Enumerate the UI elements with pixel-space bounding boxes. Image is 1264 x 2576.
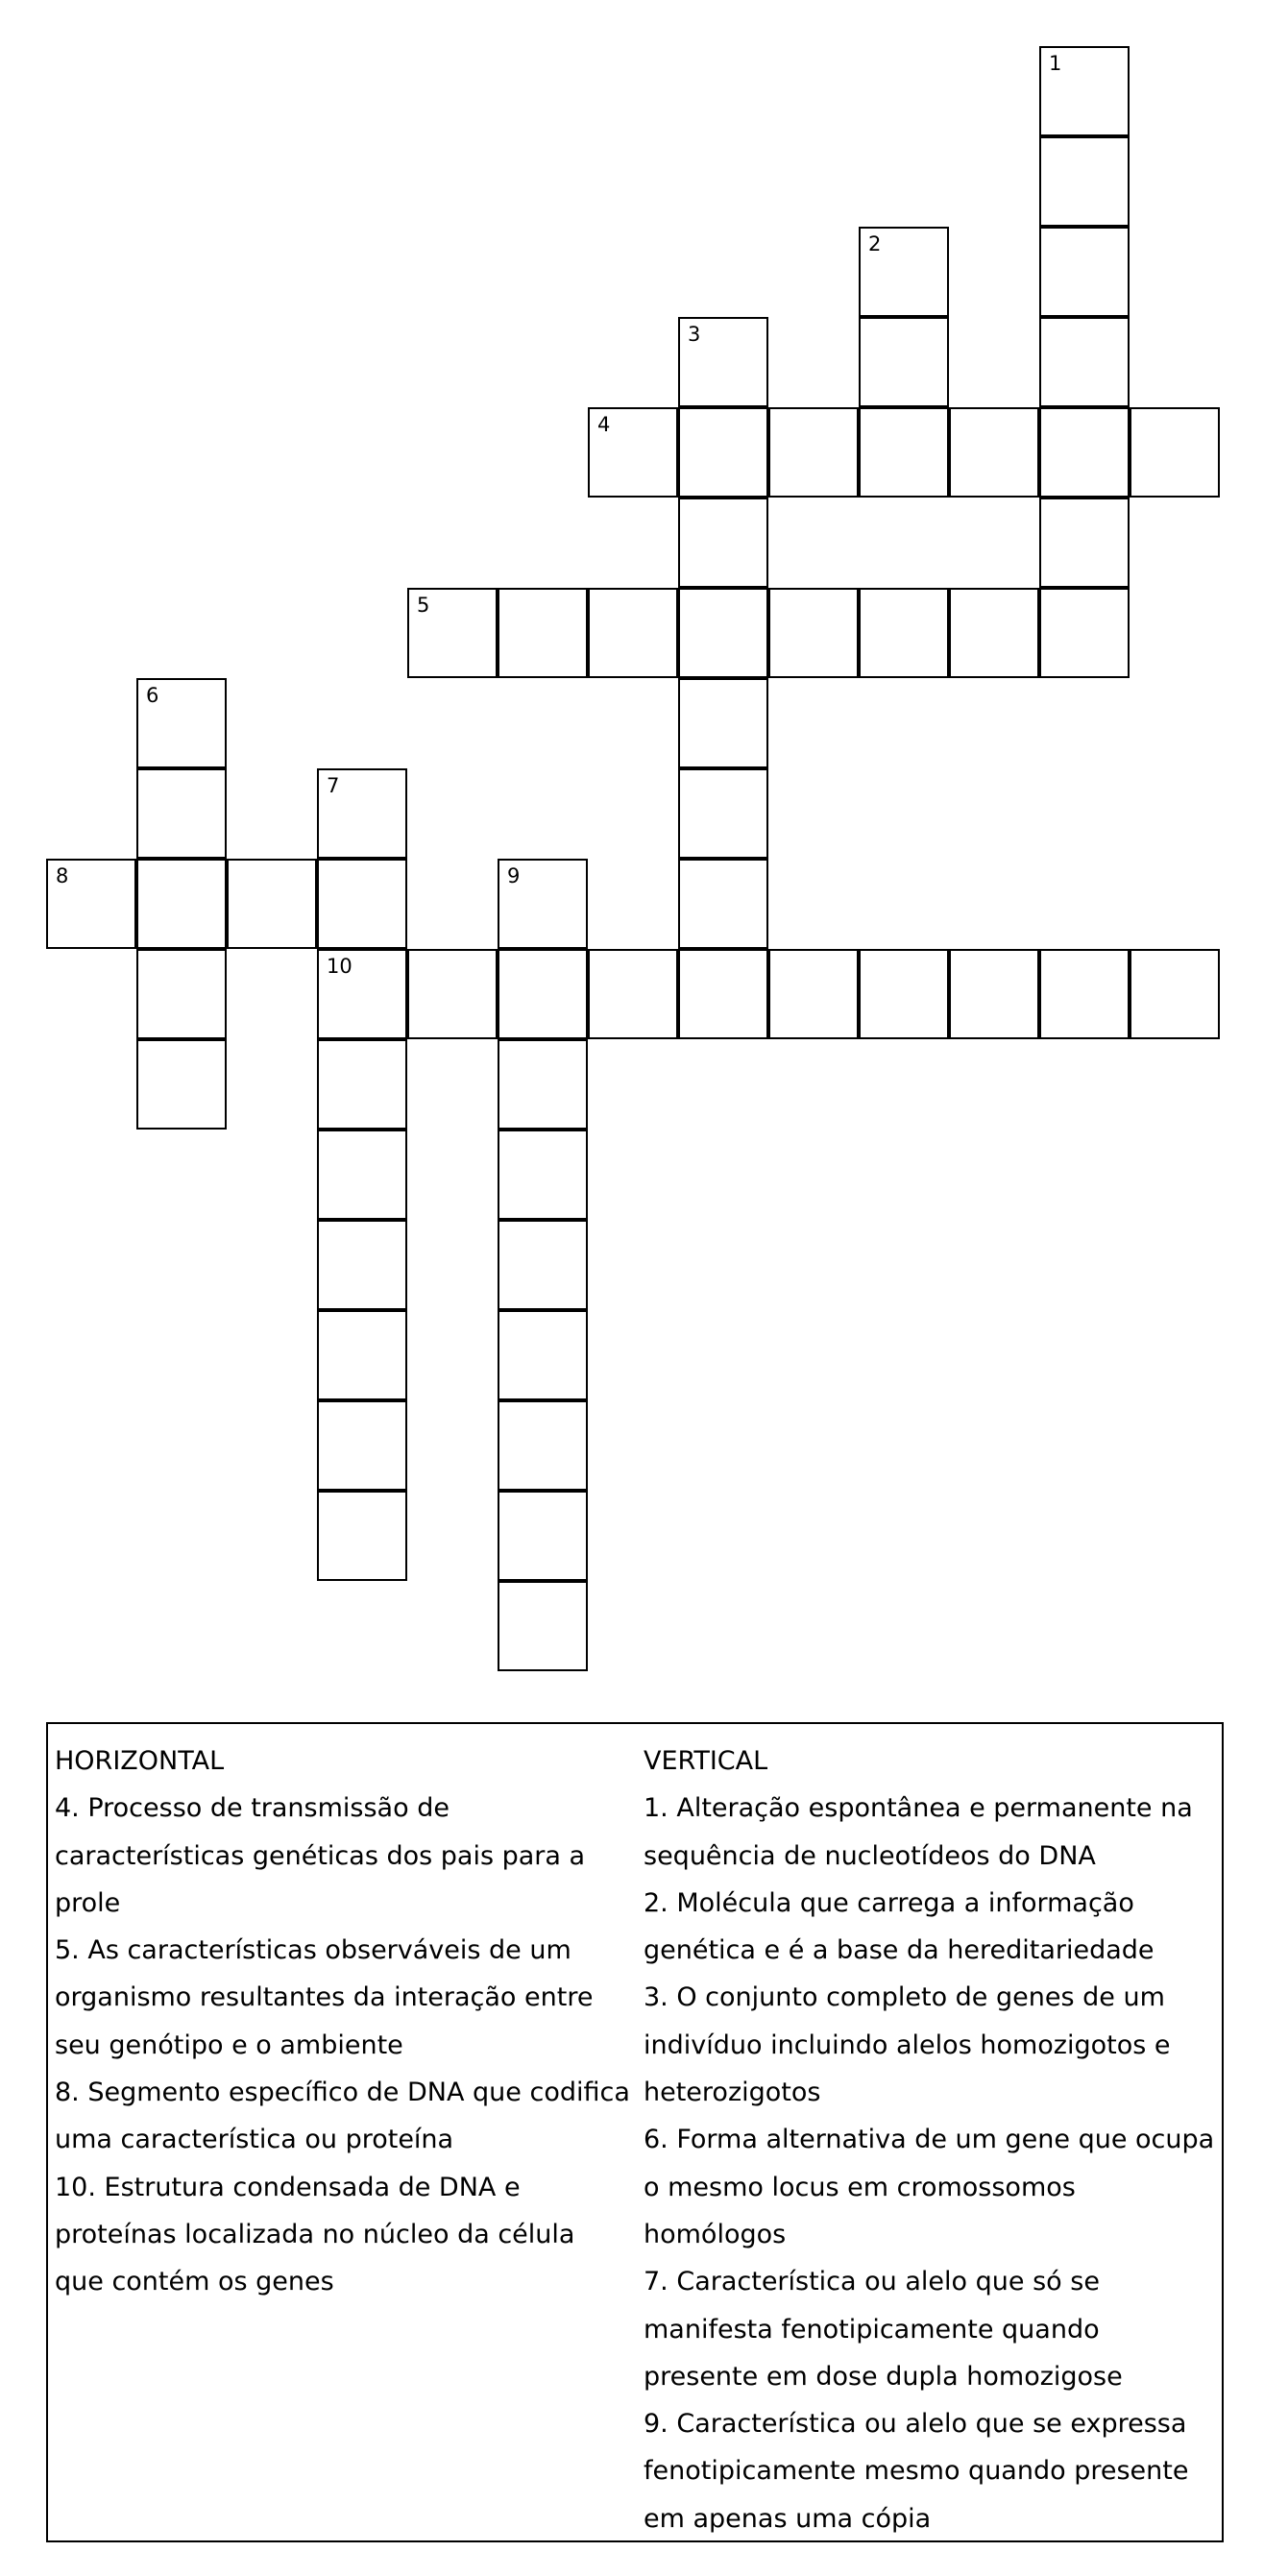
vertical-clues: [644, 1738, 1220, 2542]
vertical-title: VERTICAL: [644, 1746, 768, 1776]
clue-across-8: 8. Segmento específico de DNA que codifica uma característica ou proteína: [55, 2078, 630, 2155]
grid-cell[interactable]: [678, 498, 768, 588]
horizontal-title: HORIZONTAL: [55, 1746, 225, 1776]
clue-number: 2: [868, 232, 882, 255]
grid-cell[interactable]: [588, 949, 678, 1039]
grid-cell[interactable]: [678, 588, 768, 678]
grid-cell[interactable]: [949, 949, 1039, 1039]
grid-cell[interactable]: [317, 859, 407, 949]
clue-number: 7: [327, 774, 340, 797]
grid-cell[interactable]: [1039, 46, 1130, 136]
grid-cell[interactable]: [678, 768, 768, 859]
clue-number: 5: [417, 594, 430, 617]
grid-cell[interactable]: [678, 949, 768, 1039]
grid-cell[interactable]: [1039, 227, 1130, 317]
clue-down-7: 7. Característica ou alelo que só se manifesta fenotipicamente quando presente em dose dupla homozigose: [644, 2267, 1123, 2392]
grid-cell[interactable]: [678, 859, 768, 949]
grid-cell[interactable]: [498, 1491, 588, 1581]
clue-number: 3: [688, 323, 701, 346]
grid-cell[interactable]: [1130, 407, 1220, 498]
clue-down-3: 3. O conjunto completo de genes de um indivíduo incluindo alelos homozigotos e heterozigotos: [644, 1982, 1171, 2108]
grid-cell[interactable]: [678, 407, 768, 498]
grid-cell[interactable]: [136, 859, 227, 949]
grid-cell[interactable]: [317, 1220, 407, 1310]
grid-cell[interactable]: [136, 1039, 227, 1130]
grid-cell[interactable]: [136, 949, 227, 1039]
grid-cell[interactable]: [859, 317, 949, 407]
grid-cell[interactable]: [317, 1130, 407, 1220]
grid-cell[interactable]: [768, 949, 859, 1039]
grid-cell[interactable]: [498, 949, 588, 1039]
grid-cell[interactable]: [498, 1400, 588, 1491]
clue-across-5: 5. As características observáveis de um organismo resultantes da interação entre seu genótipo e o ambiente: [55, 1935, 594, 2060]
grid-cell[interactable]: [46, 859, 136, 949]
grid-cell[interactable]: [859, 949, 949, 1039]
clue-down-2: 2. Molécula que carrega a informação genética e é a base da hereditariedade: [644, 1887, 1155, 1966]
grid-cell[interactable]: [949, 588, 1039, 678]
grid-cell[interactable]: [136, 768, 227, 859]
clue-number: 8: [56, 864, 69, 887]
clues-box: [46, 1722, 1224, 2542]
grid-cell[interactable]: [588, 407, 678, 498]
grid-cell[interactable]: [317, 1491, 407, 1581]
grid-cell[interactable]: [407, 588, 498, 678]
grid-cell[interactable]: [588, 588, 678, 678]
grid-cell[interactable]: [1039, 498, 1130, 588]
grid-cell[interactable]: [859, 227, 949, 317]
clue-down-6: 6. Forma alternativa de um gene que ocupa o mesmo locus em cromossomos homólogos: [644, 2125, 1215, 2249]
grid-cell[interactable]: [317, 768, 407, 859]
clue-across-4: 4. Processo de transmissão de características genéticas dos pais para a prole: [55, 1793, 586, 1918]
grid-cell[interactable]: [498, 1581, 588, 1671]
grid-cell[interactable]: [317, 1400, 407, 1491]
grid-cell[interactable]: [498, 1310, 588, 1400]
grid-cell[interactable]: [949, 407, 1039, 498]
grid-cell[interactable]: [678, 317, 768, 407]
grid-cell[interactable]: [768, 588, 859, 678]
clue-across-10: 10. Estrutura condensada de DNA e proteínas localizada no núcleo da célula que contém os genes: [55, 2172, 575, 2297]
clue-down-9: 9. Característica ou alelo que se expressa fenotipicamente mesmo quando presente em apenas uma cópia: [644, 2409, 1189, 2534]
grid-cell[interactable]: [1039, 949, 1130, 1039]
clue-number: 4: [597, 413, 611, 436]
grid-cell[interactable]: [498, 588, 588, 678]
grid-cell[interactable]: [317, 1310, 407, 1400]
grid-cell[interactable]: [1039, 407, 1130, 498]
grid-cell[interactable]: [1130, 949, 1220, 1039]
clue-down-1: 1. Alteração espontânea e permanente na sequência de nucleotídeos do DNA: [644, 1793, 1193, 1871]
grid-cell[interactable]: [859, 407, 949, 498]
clue-number: 6: [146, 684, 159, 707]
clue-number: 9: [507, 864, 521, 887]
grid-cell[interactable]: [678, 678, 768, 768]
grid-cell[interactable]: [407, 949, 498, 1039]
grid-cell[interactable]: [498, 1220, 588, 1310]
grid-cell[interactable]: [1039, 317, 1130, 407]
horizontal-clues: [55, 1738, 631, 2306]
grid-cell[interactable]: [317, 949, 407, 1039]
clue-number: 1: [1049, 52, 1062, 75]
grid-cell[interactable]: [768, 407, 859, 498]
grid-cell[interactable]: [498, 859, 588, 949]
grid-cell[interactable]: [1039, 588, 1130, 678]
grid-cell[interactable]: [227, 859, 317, 949]
grid-cell[interactable]: [1039, 136, 1130, 227]
grid-cell[interactable]: [317, 1039, 407, 1130]
grid-cell[interactable]: [136, 678, 227, 768]
grid-cell[interactable]: [498, 1039, 588, 1130]
grid-cell[interactable]: [498, 1130, 588, 1220]
grid-cell[interactable]: [859, 588, 949, 678]
clue-number: 10: [327, 955, 352, 978]
